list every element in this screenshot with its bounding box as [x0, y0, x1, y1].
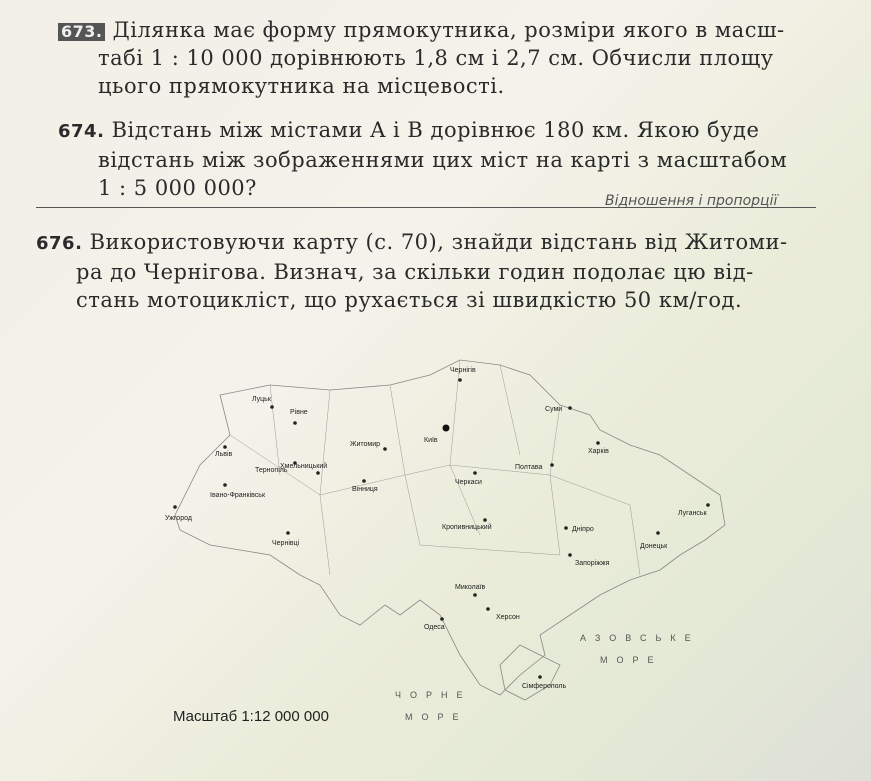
city-label: Київ: [424, 437, 438, 444]
task-number: 673.: [58, 23, 105, 41]
city-dot: [550, 463, 554, 467]
city-label: Сімферополь: [522, 683, 567, 690]
city-label: Івано-Франківськ: [210, 492, 266, 499]
city-label: Луцьк: [252, 396, 271, 403]
running-header: Відношення і пропорції: [605, 193, 778, 209]
divider: [36, 207, 816, 208]
city-dot: [223, 445, 227, 449]
ukraine-map: [160, 355, 740, 735]
city-dot: [568, 553, 572, 557]
city-label: Тернопіль: [255, 467, 288, 474]
city-label: Кропивницький: [442, 524, 492, 531]
city-dot: [486, 607, 490, 611]
task-text-line: Використовуючи карту (с. 70), знайди відстань від Житоми-: [89, 230, 788, 254]
city-dot: [458, 378, 462, 382]
map-scale: Масштаб 1:12 000 000: [173, 708, 329, 725]
city-label: Житомир: [350, 441, 381, 448]
black-sea-label: МОРЕ: [405, 712, 468, 722]
city-dot: [568, 406, 572, 410]
city-label: Чернівці: [272, 540, 300, 547]
task-text-line: табі 1 : 10 000 дорівнюють 1,8 см і 2,7 см. Обчисли площу: [98, 46, 774, 70]
city-dot: [293, 421, 297, 425]
city-dot: [564, 526, 568, 530]
city-label: Чернігів: [450, 367, 476, 374]
city-dot: [270, 405, 274, 409]
crimea-outline: [500, 645, 560, 700]
city-label: Донецьк: [640, 543, 668, 550]
city-dot: [473, 471, 477, 475]
city-label: Черкаси: [455, 479, 482, 486]
city-label: Луганськ: [678, 510, 707, 517]
city-dot: [656, 531, 660, 535]
city-dot: [443, 425, 450, 432]
city-label: Львів: [215, 451, 233, 458]
task-text-line: відстань між зображеннями цих міст на карті з масштабом: [98, 148, 788, 172]
city-label: Одеса: [424, 624, 445, 631]
task-text-line: стань мотоцикліст, що рухається зі швидкістю 50 км/год.: [76, 288, 743, 312]
city-dot: [286, 531, 290, 535]
city-label: Миколаїв: [455, 584, 486, 591]
city-dot: [483, 518, 487, 522]
city-dot: [473, 593, 477, 597]
city-label: Херсон: [496, 614, 520, 621]
task-text-line: ра до Чернігова. Визнач, за скільки годин подолає цю від-: [76, 260, 754, 284]
city-label: Хмельницький: [280, 463, 328, 470]
city-dot: [538, 675, 542, 679]
city-label: Харків: [588, 448, 609, 455]
task-676: [36, 228, 788, 314]
task-number: 676.: [36, 233, 83, 254]
city-label: Запоріжжя: [575, 560, 610, 567]
city-dot: [316, 471, 320, 475]
city-dot: [173, 505, 177, 509]
azov-sea-label: АЗОВСЬКЕ: [580, 633, 700, 643]
city-label: Суми: [545, 406, 563, 413]
task-673: [58, 16, 785, 100]
azov-sea-label: МОРЕ: [600, 655, 663, 665]
city-dot: [706, 503, 710, 507]
task-text-line: Відстань між містами A і B дорівнює 180 км. Якою буде: [111, 118, 760, 142]
city-label: Рівне: [290, 409, 308, 416]
city-label: Вінниця: [352, 486, 378, 493]
city-dot: [223, 483, 227, 487]
city-dot: [440, 617, 444, 621]
city-dot: [383, 447, 387, 451]
city-dot: [596, 441, 600, 445]
task-number: 674.: [58, 121, 105, 142]
city-label: Полтава: [515, 464, 543, 471]
city-dot: [362, 479, 366, 483]
black-sea-label: ЧОРНЕ: [395, 690, 472, 700]
task-text-line: 1 : 5 000 000?: [98, 176, 257, 200]
city-label: Ужгород: [165, 515, 192, 522]
city-label: Дніпро: [572, 526, 594, 533]
task-text-line: Ділянка має форму прямокутника, розміри якого в масш-: [112, 18, 785, 42]
task-674: [58, 116, 787, 202]
task-text-line: цього прямокутника на місцевості.: [98, 74, 505, 98]
